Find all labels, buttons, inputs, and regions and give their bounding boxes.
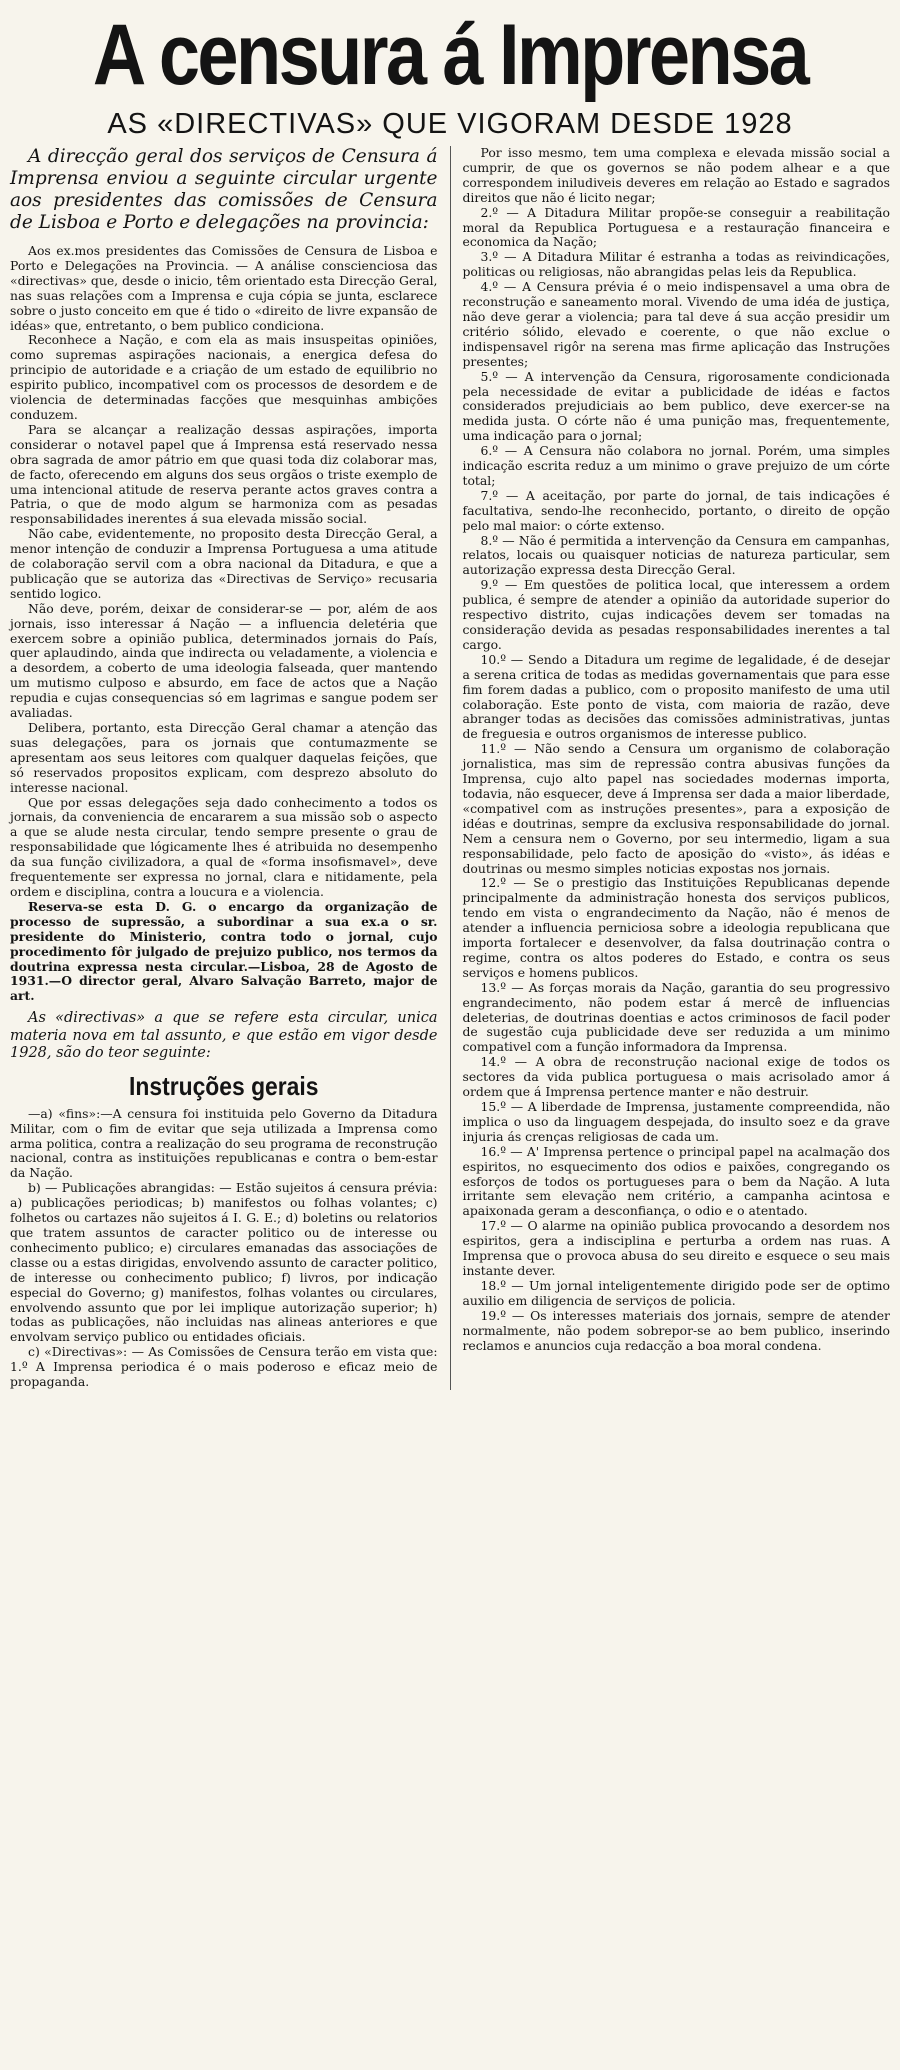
instruction-paragraph: 4.º — A Censura prévia é o meio indispensavel a uma obra de reconstrução e saneamento moral. Vivendo de uma idéa de justiça, não deve gerar a violencia; para tal deve á sua acção presidir um critério sólido, elevado e coerente, o que não exclue o indispensavel rigôr na serena mas firme aplicação das Instruções presentes; [462, 279, 890, 369]
instruction-paragraph: Por isso mesmo, tem uma complexa e elevada missão social a cumprir, de que os governos se não podem alhear e a que correspondem iniludiveis deveres em relação ao Estado e sagrados direitos que não é licito negar; [462, 145, 890, 205]
circular-paragraph: Não deve, porém, deixar de considerar-se — por, além de aos jornais, isso interessar á Nação — a influencia deletéria que exercem sobre a opinião publica, determinados jornais do País, quer aplaudindo, ainda que indirecta ou veladamente, a violencia e a desordem, a coberto de uma ideologia falseada, quer mantendo um mutismo culposo e absurdo, em face de actos que a Nação repudia e cujas consequencias só em lagrimas e sangue podem ser avaliadas. [10, 600, 438, 721]
right-column [462, 146, 890, 1390]
article-columns [10, 146, 890, 1390]
headline: A censura á Imprensa [92, 7, 808, 103]
section-title: Instruções gerais [129, 1070, 319, 1101]
closing-paragraph: Reserva-se esta D. G. o encargo da organização de processo de supressão, a subordinar a sua ex.a o sr. presidente do Ministerio, contra todo o jornal, cujo procedimento fôr julgado de prejuizo publico, nos termos da doutrina expressa nesta circular.—Lisboa, 28 de Agosto de 1931.—O director geral, Alvaro Salvação Barreto, major de art. [10, 898, 438, 1004]
circular-text [10, 244, 438, 900]
instruction-paragraph: 9.º — Em questões de politica local, que interessem a ordem publica, é sempre de atender a opinião da autoridade superior do respectivo distrito, cujas indicações devem ser tomadas na consideração devida as pesadas responsabilidades inerentes a tal cargo. [462, 577, 890, 652]
instruction-paragraph: 3.º — A Ditadura Militar é estranha a todas as reivindicações, politicas ou religiosas, não abrangidas pelas leis da Republica. [462, 249, 890, 280]
left-column [10, 146, 438, 1390]
instruction-paragraph: —a) «fins»:—A censura foi instituida pelo Governo da Ditadura Militar, com o fim de evitar que seja utilizada a Imprensa como arma politica, contra a realização do seu programa de reconstrução nacional, contra as instituições republicanas e contra o bem-estar da Nação. [10, 1105, 438, 1181]
instruction-paragraph: 7.º — A aceitação, por parte do jornal, de tais indicações é facultativa, sendo-lhe reconhecido, portanto, o direito de opção pelo mal maior: o córte extenso. [462, 487, 890, 533]
instruction-paragraph: 15.º — A liberdade de Imprensa, justamente compreendida, não implica o uso da linguagem despejada, do insulto soez e da grave injuria ás crenças religiosas de cada um. [462, 1099, 890, 1144]
instruction-paragraph: 13.º — As forças morais da Nação, garantia do seu progressivo engrandecimento, não podem estar á mercê de influencias deleterias, de doutrinas doentias e actos criminosos de facil poder de sugestão cuja publicidade deve ser reduzida a um minimo compativel com a função informadora da Imprensa. [462, 979, 890, 1055]
instruction-paragraph: 8.º — Não é permitida a intervenção da Censura em campanhas, relatos, locais ou quaisquer noticias de natureza particular, sem autorização expressa desta Direcção Geral. [462, 532, 890, 578]
circular-paragraph: Que por essas delegações seja dado conhecimento a todos os jornais, da conveniencia de encararem a sua missão sob o aspecto a que se alude nesta circular, tendo sempre presente o grau de responsabilidade que lógicamente lhes é atribuida no desempenho da sua função civilizadora, a qual de «forma insofismavel», deve frequentemente ser expressa no jornal, clara e nitidamente, pela ordem e disciplina, contra a loucura e a violencia. [10, 794, 438, 899]
column-rule [450, 146, 451, 1390]
instruction-paragraph: 17.º — O alarme na opinião publica provocando a desordem nos espiritos, gera a indisciplina e perturba a ordem nas ruas. A Imprensa que o provoca abusa do seu direito e esquece o seu mais instante dever. [462, 1218, 890, 1278]
instruction-paragraph: 6.º — A Censura não colabora no jornal. Porém, uma simples indicação escrita reduz a um minimo o grave prejuizo de um córte total; [462, 443, 890, 488]
circular-paragraph: Aos ex.mos presidentes das Comissões de Censura de Lisboa e Porto e Delegações na Provincia. — A análise conscienciosa das «directivas» que, desde o inicio, têm orientado esta Direcção Geral, nas suas relações com a Imprensa e cuja cópia se junta, esclarece sobre o justo conceito em que é tido o «direito de livre expansão de idéas» que, entretanto, o bem publico condiciona. [10, 243, 438, 333]
instruction-paragraph: 5.º — A intervenção da Censura, rigorosamente condicionada pela necessidade de evitar a publicidade de idéas e factos considerados prejudiciais ao bem publico, deve exercer-se na medida justa. O córte não é uma punição mas, frequentemente, uma indicação para o jornal; [462, 368, 890, 444]
lead-paragraph: A direcção geral dos serviços de Censura á Imprensa enviou a seguinte circular urgente aos presidentes das comissões de Censura de Lisboa e Porto e delegações na provincia: [10, 146, 438, 233]
instruction-paragraph: 2.º — A Ditadura Militar propõe-se conseguir a reabilitação moral da Republica Portuguesa e a restauração financeira e economica da Nação; [462, 204, 890, 250]
directives-intro: As «directivas» a que se refere esta circular, unica materia nova em tal assunto, e que estão em vigor desde 1928, são do teor seguinte: [10, 1010, 438, 1062]
instruction-paragraph: 18.º — Um jornal inteligentemente dirigido pode ser de optimo auxilio em diligencia de serviços de policia. [462, 1277, 890, 1308]
instruction-paragraph: 19.º — Os interesses materiais dos jornais, sempre de atender normalmente, não podem sobrepor-se ao bem publico, inserindo reclamos e anuncios cuja redacção a boa moral condena. [462, 1307, 890, 1353]
instruction-paragraph: 10.º — Sendo a Ditadura um regime de legalidade, é de desejar a serena critica de todas as medidas governamentais que para esse fim forem dadas a publico, com o proposito manifesto de uma util colaboração. Este ponto de vista, com maioria de razão, deve abranger todas as decisões das comissões administrativas, juntas de freguesia e outros organismos de interesse publico. [462, 651, 890, 742]
instruction-paragraph: 11.º — Não sendo a Censura um organismo de colaboração jornalistica, mas sim de repressão contra abusivas funções da Imprensa, cujo alto papel nas sociedades modernas importa, todavia, não esquecer, deve á Imprensa ser dada a maior liberdade, «compativel com as instruções presentes», para a exposição de idéas e doutrinas, sempre da exclusiva responsabilidade do jornal. Nem a censura nem o Governo, por seu intermedio, ligam a sua responsabilidade, pelo facto de aposição do «visto», ás idéas e doutrinas ou mesmo simples noticias expostas nos jornais. [462, 741, 890, 876]
circular-paragraph: Não cabe, evidentemente, no proposito desta Direcção Geral, a menor intenção de conduzir a Imprensa Portuguesa a uma atitude de colaboração servil com a obra nacional da Ditadura, e que a publicação que se autoriza das «Directivas de Serviço» recusaria sentido logico. [10, 526, 438, 601]
instruction-paragraph: 12.º — Se o prestigio das Instituições Republicanas depende principalmente da administração honesta dos serviços publicos, tendo em vista o engrandecimento da Nação, não é menos de atender a influencia perniciosa sobre a ideologia republicana que importa fortalecer e desenvolver, da falsa doutrinação contra o regime, contra os altos poderes do Estado, e contra os seus serviços e homens publicos. [462, 875, 890, 980]
circular-paragraph: Reconhece a Nação, e com ela as mais insuspeitas opiniões, como supremas aspirações nacionais, a energica defesa do principio de autoridade e a criação de um estado de equilibrio no espirito publico, incompativel com os processos de desordem e de violencia de determinadas facções que mesquinhas ambições conduzem. [10, 332, 438, 422]
subheadline: AS «DIRECTIVAS» QUE VIGORAM DESDE 1928 [107, 108, 793, 140]
instruction-paragraph: 14.º — A obra de reconstrução nacional exige de todos os sectores da vida publica portuguesa o mais acrisolado amor á ordem que á Imprensa pertence manter e não destruir. [462, 1054, 890, 1100]
instruction-paragraph: b) — Publicações abrangidas: — Estão sujeitos á censura prévia: a) publicações periodicas; b) manifestos ou folhas volantes; c) folhetos ou cartazes não sujeitos á I. G. E.; d) boletins ou relatorios que tratem assuntos de caracter politico ou de interesse ou conhecimento publico; e) circulares emanadas das associações de classe ou a estas dirigidas, envolvendo assunto de caracter politico, de interesse ou conhecimento publico; f) livros, por indicação especial do Governo; g) manifestos, folhas volantes ou circulares, envolvendo assunto que por lei implique autorização superior; h) todas as publicações, não incluidas nas alineas anteriores e que envolvam serviço publico ou entidades oficiais. [10, 1180, 438, 1345]
instructions-left [10, 1107, 438, 1390]
circular-paragraph: Para se alcançar a realização dessas aspirações, importa considerar o notavel papel que á Imprensa está reservado nessa obra sagrada de amor pátrio em que quasi toda diz colaborar mas, de facto, oferecendo em alguns dos seus orgãos o triste exemplo de uma intencional atitude de reserva perante actos graves contra a Patria, o que de modo algum se harmoniza com as pesadas responsabilidades inerentes á sua elevada missão social. [10, 421, 438, 527]
instructions-right [462, 146, 890, 1353]
instruction-paragraph: c) «Directivas»: — As Comissões de Censura terão em vista que: 1.º A Imprensa periodica é o mais poderoso e eficaz meio de propaganda. [10, 1344, 438, 1390]
circular-paragraph: Delibera, portanto, esta Direcção Geral chamar a atenção das suas delegações, para os jornais que contumazmente se apresentam aos seus leitores com qualquer daquelas feições, que só reservados propositos explicam, com desprezo absoluto do interesse nacional. [10, 720, 438, 795]
instruction-paragraph: 16.º — A' Imprensa pertence o principal papel na acalmação dos espiritos, no esquecimento dos odios e paixões, congregando os esforços de todos os portugueses para o bem da Nação. A luta irritante sem elevação nem critério, a campanha acintosa e apaixonada geram a desconfiança, o odio e o atentado. [462, 1143, 890, 1219]
